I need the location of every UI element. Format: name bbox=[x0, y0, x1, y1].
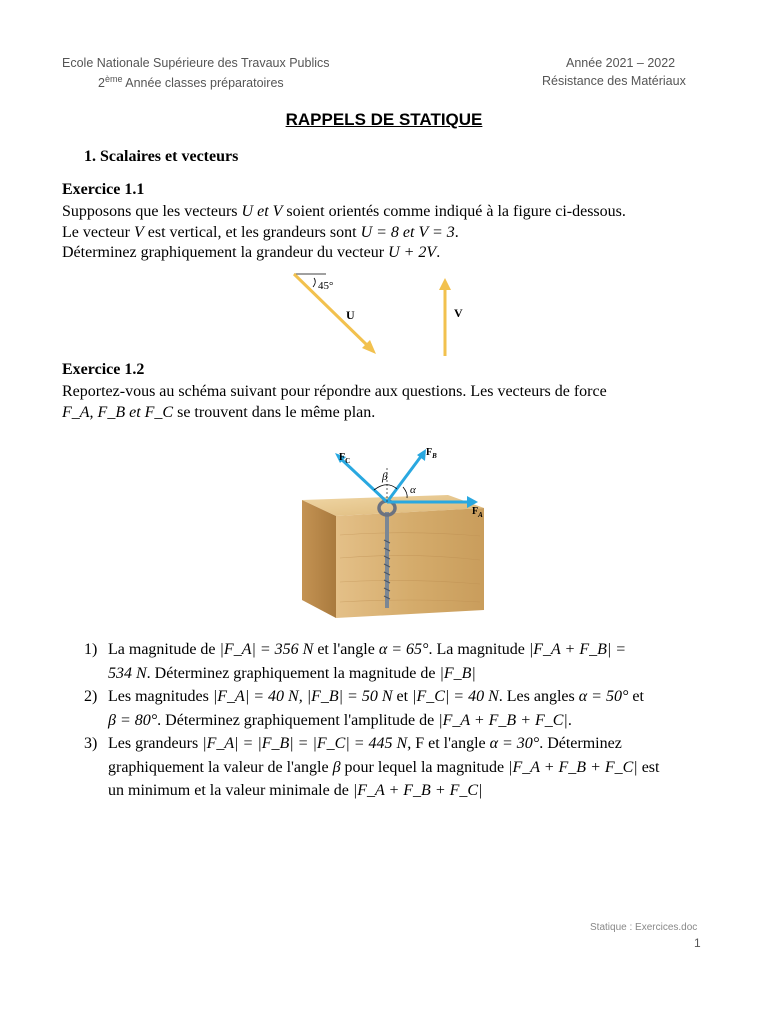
vector-v-label: V bbox=[454, 306, 463, 320]
wood-left-face bbox=[302, 500, 336, 618]
header-school: Ecole Nationale Supérieure des Travaux Publics bbox=[62, 56, 330, 70]
question-2: 2) Les magnitudes |F_A| = 40 N, |F_B| = 50 N et |F_C| = 40 N. Les angles α = 50° et β = 80°. Déterminez graphiquement l'amplitude de |F_A + F_B + F_C|. bbox=[84, 688, 644, 729]
exercise-1-1-heading: Exercice 1.1 bbox=[62, 181, 145, 198]
class-number: 2 bbox=[98, 76, 105, 91]
fb-label: $F_B$ bbox=[426, 447, 437, 460]
exercise-1-2-heading: Exercice 1.2 bbox=[62, 361, 145, 378]
forces-figure bbox=[290, 440, 500, 625]
page-title: RAPPELS DE STATIQUE bbox=[285, 110, 483, 129]
header-class bbox=[98, 74, 284, 90]
section-heading: 1. Scalaires et vecteurs bbox=[84, 148, 239, 165]
beta-arc bbox=[374, 485, 397, 490]
alpha-arc bbox=[403, 487, 407, 498]
class-text: Année classes préparatoires bbox=[122, 76, 284, 91]
vectors-figure bbox=[280, 268, 480, 360]
footer-filename: Statique : Exercices.doc bbox=[590, 922, 698, 933]
alpha-label: α bbox=[410, 484, 416, 496]
angle-label: 45° bbox=[318, 280, 334, 292]
question-1: 1) La magnitude de |F_A| = 356 N et l'angle α = 65°. La magnitude |F_A + F_B| = 534 N. Déterminez graphiquement la magnitude de |F_B| bbox=[84, 641, 627, 682]
vector-v-head bbox=[439, 278, 451, 290]
header-course: Résistance des Matériaux bbox=[542, 74, 686, 88]
fc-label: $F_C$ bbox=[339, 452, 351, 465]
question-list bbox=[84, 638, 714, 803]
question-3: 3) Les grandeurs |F_A| = |F_B| = |F_C| = 445 N, F et l'angle α = 30°. Déterminez graphiquement la valeur de l'angle β pour lequel la magnitude |F_A + F_B + F_C| est un minimum et la valeur minimale de |F_A + F_B + F_C| bbox=[84, 735, 660, 799]
exercise-1-2-text: Reportez-vous au schéma suivant pour répondre aux questions. Les vecteurs de force F_A, F_B et F_C se trouvent dans le même plan. bbox=[62, 383, 607, 421]
fa-label: $F_A$ bbox=[472, 506, 483, 519]
force-fb bbox=[387, 455, 422, 502]
header-year: Année 2021 – 2022 bbox=[566, 56, 676, 70]
beta-label: β bbox=[382, 471, 388, 483]
page-number: 1 bbox=[694, 936, 701, 950]
class-superscript: ème bbox=[104, 74, 123, 84]
angle-arc bbox=[313, 278, 315, 287]
wood-front-face bbox=[336, 508, 484, 618]
exercise-1-1-text: Supposons que les vecteurs U et V soient orientés comme indiqué à la figure ci-dessous. Le vecteur V est vertical, et les grandeurs sont U = 8 et V = 3. Déterminez graphiquement la grandeur du vecteur U + 2V. bbox=[62, 203, 626, 261]
vector-u-label: U bbox=[346, 308, 355, 322]
